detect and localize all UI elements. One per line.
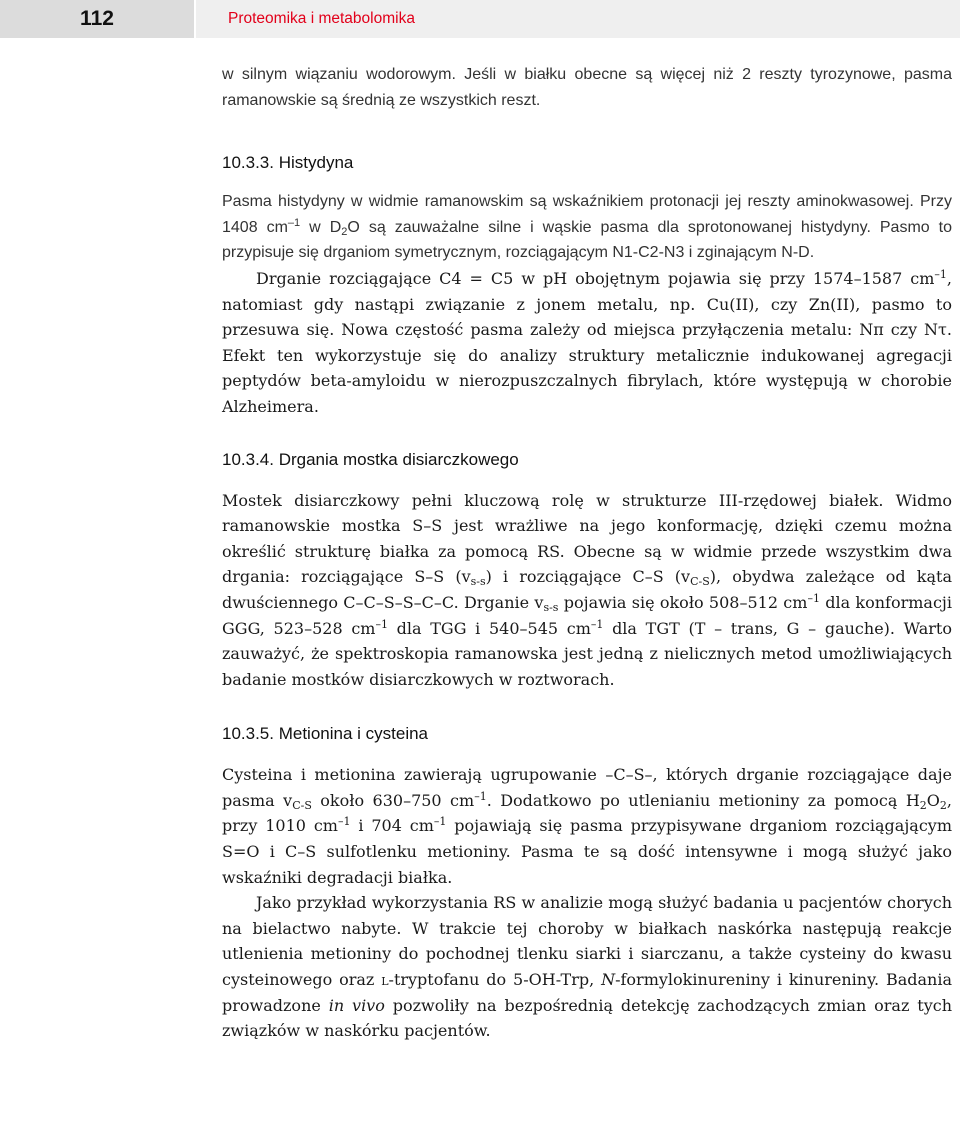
page-content xyxy=(222,62,952,1044)
paragraph-methionine-1: Cysteina i metionina zawierają ugrupowanie –C–S–, których drganie rozciągające daje pasma $v_{C-S}$ około 630–750 $cm^{-1}$. Dodatkowo po utlenianiu metioniny za pomocą $H_2O_2$, przy 1010 $cm^{-1}$ i 704 $cm^{-1}$ pojawiają się pasma przypisywane drganiom rozciągającym S=O i C–S sulfotlenku metioniny. Pasma te są dość intensywne i mogą służyć jako wskaźniki degradacji białka. xyxy=(222,765,953,887)
heading-histidine: 10.3.3. Histydyna xyxy=(222,153,354,173)
paragraph-tyrosine-tail: w silnym wiązaniu wodorowym. Jeśli w białku obecne są więcej niż 2 reszty tyrozynowe, pasma ramanowskie są średnią ze wszystkich reszt. xyxy=(222,66,952,109)
paragraph-disulfide: Mostek disiarczkowy pełni kluczową rolę w strukturze III-rzędowej białek. Widmo ramanowskie mostka S–S jest wrażliwe na jego konformację, dzięki czemu można określić strukturę białka za pomocą RS. Obecne są w widmie przede wszystkim dwa drgania: rozciągające S–S $(v_{s-s})$ i rozciągające C–S $(v_{C-S})$, obydwa zależące od kąta dwuściennego C–C–S–S–C–C. Drganie $v_{s-s}$ pojawia się około 508–512 $cm^{-1}$ dla konformacji GGG, 523–528 $cm^{-1}$ dla TGG i 540–545 $cm^{-1}$ dla TGT (T – trans, G – gauche). Warto zauważyć, że spektroskopia ramanowska jest jedną z nielicznych metod umożliwiających badanie mostków disiarczkowych w roztworach. xyxy=(222,490,953,689)
paragraph-methionine-2: Jako przykład wykorzystania RS w analizie mogą służyć badania u pacjentów chorych na bielactwo nabyte. W trakcie tej choroby w białkach naskórka następują reakcje utlenienia metioniny do pochodnej tlenku siarki i siarczanu, a także cysteiny do kwasu cysteinowego oraz l-tryptofanu do 5-OH-Trp, N-formylokinureniny i kinureniny. Badania prowadzone in vivo pozwoliły na bezpośrednią detekcję zachodzących zmian oraz tych związków w naskórku pacjentów. xyxy=(222,893,953,1041)
paragraph-histidine-2: Drganie rozciągające C4 = C5 w pH obojętnym pojawia się przy 1574–1587 $cm^{-1}$, natomiast gdy nastąpi związanie z jonem metalu, np. Cu(II), czy Zn(II), pasmo to przesuwa się. Nowa częstość pasma zależy od miejsca przyłączenia metalu: Nπ czy Nτ. Efekt ten wykorzystuje się do analizy struktury metalicznie indukowanej agregacji peptydów beta-amyloidu w nierozpuszczalnych fibrylach, które występują w chorobie Alzheimera. xyxy=(222,267,952,416)
paragraph-histidine-1: Pasma histydyny w widmie ramanowskim są wskaźnikiem protonacji jej reszty aminokwasowej. Przy 1408 $cm^{-1}$ w $D_2O$ są zauważalne silne i wąskie pasma dla sprotonowanej histydyny. Pasmo to przypisuje się drganiom symetrycznym, rozciągającym N1-C2-N3 i zginającym N-D. xyxy=(222,193,953,262)
page-number: 112 xyxy=(0,0,194,38)
heading-disulfide: 10.3.4. Drgania mostka disiarczkowego xyxy=(222,449,519,469)
heading-methionine-cysteine: 10.3.5. Metionina i cysteina xyxy=(222,724,429,744)
running-title: Proteomika i metabolomika xyxy=(228,10,415,27)
